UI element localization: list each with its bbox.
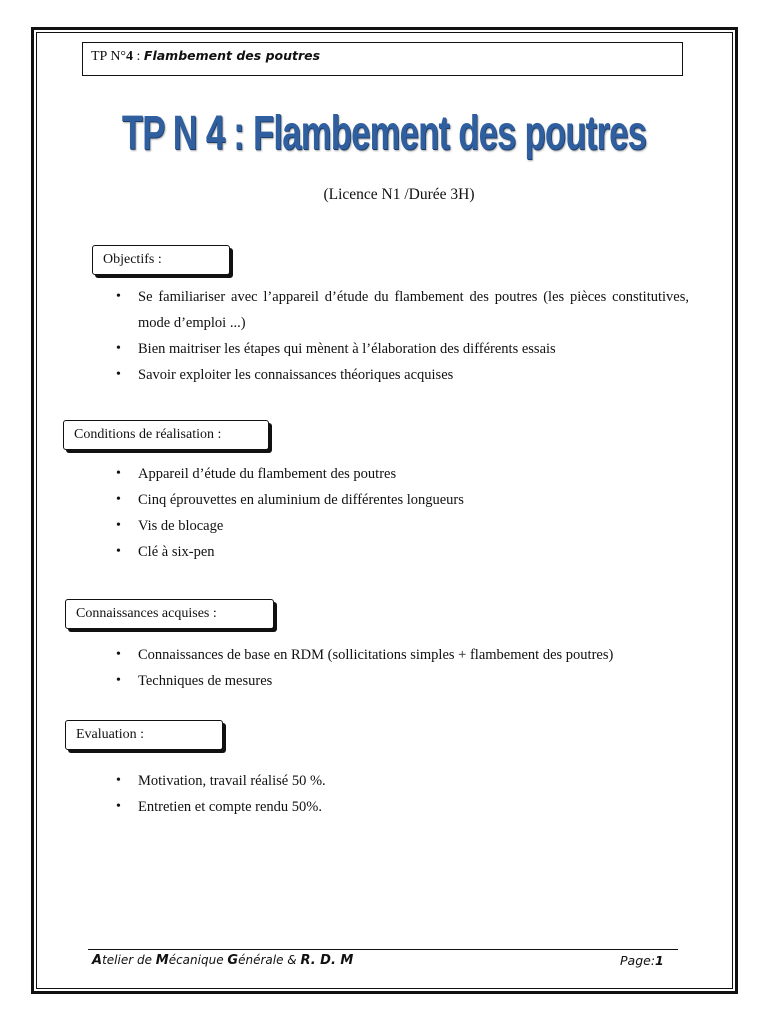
section-label-objectifs (92, 245, 230, 275)
list-item: • Se familiariser avec l’appareil d’étude du flambement des poutres (les pièces constitutives, mode d’emploi ...) (138, 284, 689, 336)
section-label-text: Conditions de réalisation : (74, 427, 222, 442)
page-number: 1 (655, 953, 664, 968)
objectifs-list (138, 284, 689, 388)
header-title: Flambement des poutres (143, 48, 321, 63)
page-subtitle: (Licence N1 /Durée 3H) (323, 186, 475, 203)
header-number: 4 (126, 49, 134, 64)
list-item: • Techniques de mesures (138, 668, 689, 694)
footer-initial-g: G (227, 953, 239, 968)
footer-text: écanique (168, 953, 228, 967)
page-label: Page: (620, 953, 656, 968)
section-label-text: Objectifs : (103, 252, 162, 267)
list-item: • Vis de blocage (138, 513, 689, 539)
header-prefix: TP N° (91, 49, 127, 64)
evaluation-list (138, 768, 689, 820)
section-label-text: Evaluation : (76, 727, 145, 742)
section-label-text: Connaissances acquises : (76, 606, 217, 621)
list-item: • Savoir exploiter les connaissances théoriques acquises (138, 362, 689, 388)
conditions-list (138, 461, 689, 565)
list-item: • Bien maitriser les étapes qui mènent à l’élaboration des différents essais (138, 336, 689, 362)
list-item: • Motivation, travail réalisé 50 %. (138, 768, 689, 794)
footer-text: énérale & (238, 953, 301, 967)
footer-rdm: R. D. M (300, 953, 354, 968)
footer-rule (88, 949, 678, 950)
footer-initial-m: M (155, 953, 169, 968)
footer-text: telier de (102, 953, 156, 967)
page-title: TP N 4 : Flambement des poutres (121, 107, 647, 160)
section-label-connaissances (65, 599, 274, 629)
section-label-evaluation (65, 720, 223, 750)
section-label-conditions (63, 420, 269, 450)
running-header (82, 42, 683, 76)
list-item: • Connaissances de base en RDM (sollicitations simples + flambement des poutres) (138, 642, 689, 668)
footer-page (620, 953, 664, 968)
list-item: • Entretien et compte rendu 50%. (138, 794, 689, 820)
footer-department (92, 953, 353, 968)
list-item: • Cinq éprouvettes en aluminium de différentes longueurs (138, 487, 689, 513)
connaissances-list (138, 642, 689, 694)
footer-initial-a: A (92, 953, 103, 968)
list-item: • Appareil d’étude du flambement des poutres (138, 461, 689, 487)
list-item: • Clé à six-pen (138, 539, 689, 565)
header-separator: : (133, 49, 144, 64)
